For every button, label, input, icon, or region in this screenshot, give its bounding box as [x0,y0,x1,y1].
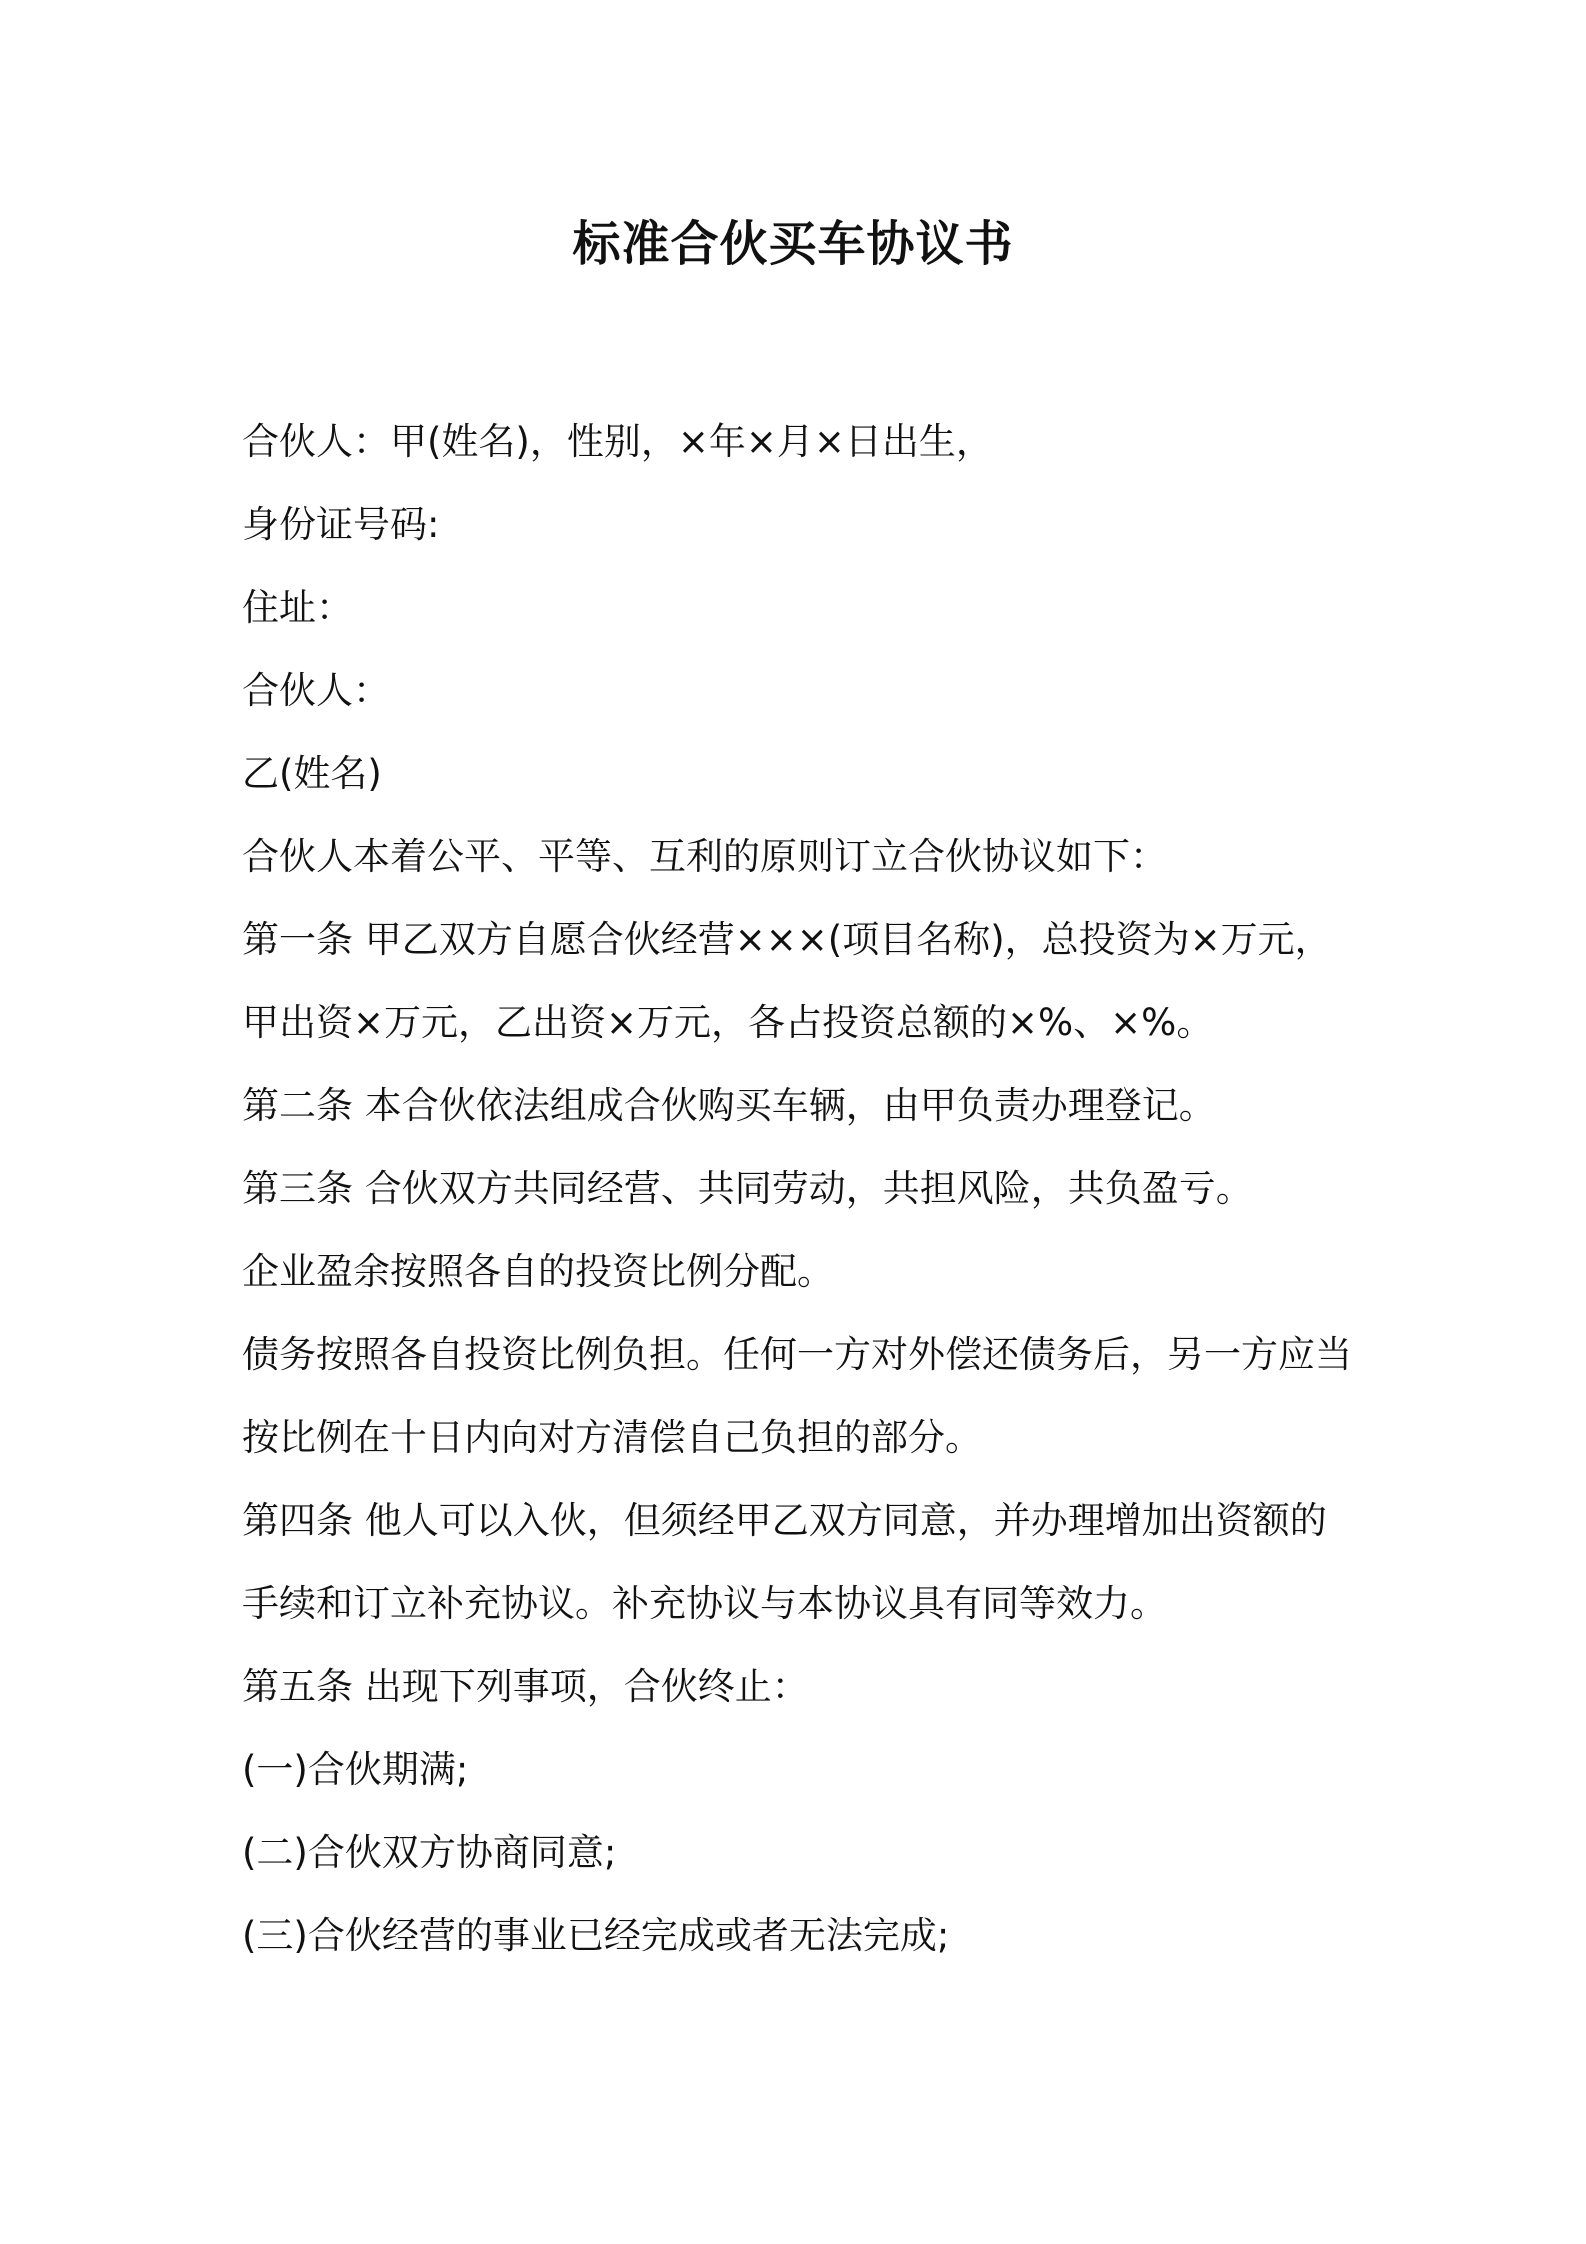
text-line: 合伙人本着公平、平等、互利的原则订立合伙协议如下： [242,835,1167,878]
text-line: 身份证号码: [242,503,440,546]
text-line: (一)合伙期满; [242,1748,469,1791]
text-line: 第一条 甲乙双方自愿合伙经营×××(项目名称)，总投资为×万元， [242,918,1332,961]
text-line: 合伙人： [242,669,390,712]
text-line: 第三条 合伙双方共同经营、共同劳动，共担风险，共负盈亏。 [242,1167,1253,1210]
text-line: 第四条 他人可以入伙，但须经甲乙双方同意，并办理增加出资额的 [242,1499,1327,1542]
text-line: 合伙人：甲(姓名)，性别，×年×月×日出生， [242,420,993,463]
document-title: 标准合伙买车协议书 [572,216,1014,272]
document-body [242,400,1372,1977]
text-line: 按比例在十日内向对方清偿自己负担的部分。 [242,1416,982,1459]
text-line: 第五条 出现下列事项，合伙终止： [242,1665,809,1708]
text-line: 企业盈余按照各自的投资比例分配。 [242,1250,834,1293]
text-line: 第二条 本合伙依法组成合伙购买车辆，由甲负责办理登记。 [242,1084,1216,1127]
text-line: 债务按照各自投资比例负担。任何一方对外偿还债务后，另一方应当 [242,1333,1352,1376]
text-line: 住址： [242,586,353,629]
text-line: 甲出资×万元，乙出资×万元，各占投资总额的×%、×%。 [242,1001,1214,1044]
text-line: (二)合伙双方协商同意; [242,1831,617,1874]
text-line: 手续和订立补充协议。补充协议与本协议具有同等效力。 [242,1582,1167,1625]
text-line: (三)合伙经营的事业已经完成或者无法完成; [242,1914,950,1957]
text-line: 乙(姓名) [242,752,382,795]
